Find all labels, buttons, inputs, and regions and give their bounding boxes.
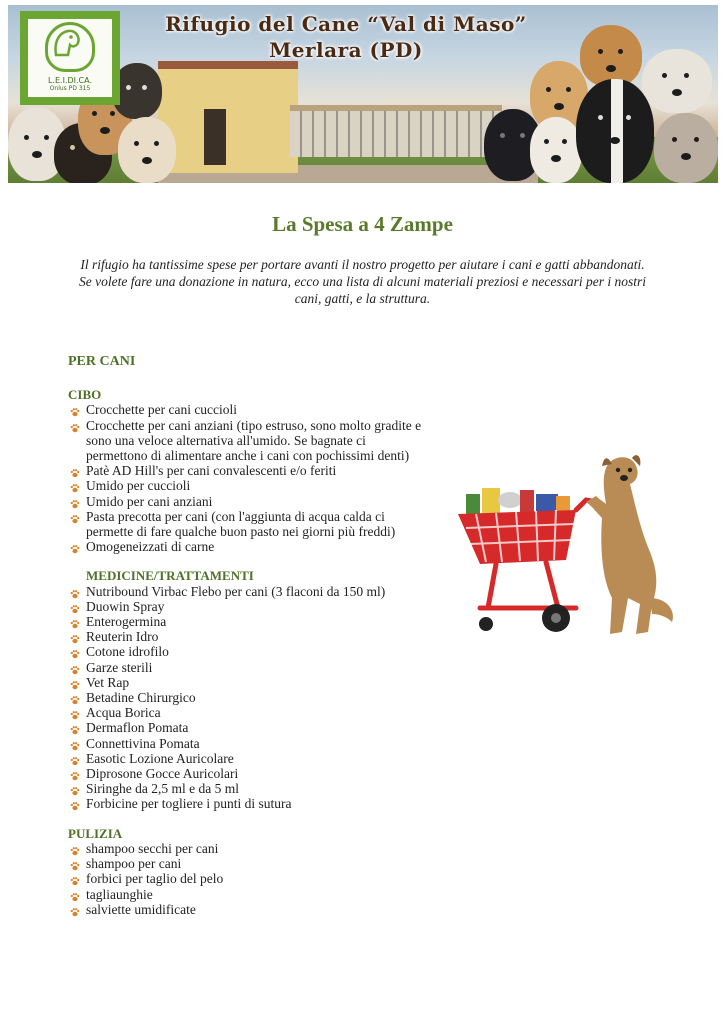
donation-list	[68, 354, 428, 917]
paw-icon	[70, 587, 80, 597]
list-item: Umido per cuccioli	[68, 478, 428, 493]
paw-icon	[70, 799, 80, 809]
dog-photo	[530, 117, 582, 183]
list-item: Enterogermina	[68, 614, 428, 629]
paw-icon	[70, 844, 80, 854]
list-item: forbici per taglio del pelo	[68, 871, 428, 886]
list-cibo	[68, 402, 428, 554]
dog-shopping-cart-illustration	[436, 448, 686, 643]
list-item: Duowin Spray	[68, 599, 428, 614]
paw-icon	[70, 512, 80, 522]
paw-icon	[70, 663, 80, 673]
paw-icon	[70, 754, 80, 764]
list-item: Easotic Lozione Auricolare	[68, 751, 428, 766]
group-title-cibo: CIBO	[68, 387, 102, 403]
list-item: Siringhe da 2,5 ml e da 5 ml	[68, 781, 428, 796]
paw-icon	[70, 723, 80, 733]
banner-title-line1: Rifugio del Cane “Val di Maso”	[165, 12, 527, 36]
logo-name: L.E.I.DI.CA.	[47, 76, 93, 85]
paw-icon	[70, 708, 80, 718]
intro-text: Il rifugio ha tantissime spese per portare avanti il nostro progetto per aiutare i cani e gatti abbandonati. Se volete fare una donazione in natura, ecco una lista di alcuni materiali preziosi e necessari per i nostri cani, gatti, e la struttura.	[78, 257, 647, 306]
banner-kennels	[290, 105, 502, 157]
group-title-medicine: MEDICINE/TRATTAMENTI	[86, 568, 254, 584]
leidica-logo	[20, 11, 120, 105]
banner-title-line2: Merlara (PD)	[269, 38, 423, 62]
list-item: Betadine Chirurgico	[68, 690, 428, 705]
paw-icon	[70, 678, 80, 688]
list-item: Nutribound Virbac Flebo per cani (3 flaconi da 150 ml)	[68, 584, 428, 599]
paw-icon	[70, 497, 80, 507]
paw-icon	[70, 481, 80, 491]
list-item: salviette umidificate	[68, 902, 428, 917]
list-item: Pasta precotta per cani (con l'aggiunta di acqua calda ci permette di fare qualche buon pasto nei giorni più freddi)	[68, 509, 428, 539]
list-item: Diprosone Gocce Auricolari	[68, 766, 428, 781]
dog-photo	[118, 117, 176, 183]
banner-title	[116, 11, 576, 63]
paw-icon	[70, 874, 80, 884]
header-banner	[8, 5, 718, 183]
dog-photo	[654, 113, 718, 183]
paw-icon	[70, 769, 80, 779]
banner-building	[158, 61, 298, 173]
paw-icon	[70, 905, 80, 915]
list-item: Umido per cani anziani	[68, 494, 428, 509]
paw-icon	[70, 405, 80, 415]
list-item: Connettivina Pomata	[68, 736, 428, 751]
paw-icon	[70, 542, 80, 552]
paw-icon	[70, 784, 80, 794]
dog-photo	[580, 25, 642, 87]
list-pulizia	[68, 841, 428, 917]
list-item: Crocchette per cani anziani (tipo estruso, sono molto gradite e sono una veloce alternativa all'umido. Se bagnate ci permettono di alimentare anche i cani con pochissimi denti)	[68, 418, 428, 464]
list-item: Patè AD Hill's per cani convalescenti e/o feriti	[68, 463, 428, 478]
dog-photo	[642, 49, 712, 113]
paw-icon	[70, 647, 80, 657]
paw-icon	[70, 739, 80, 749]
list-item: Crocchette per cani cuccioli	[68, 402, 428, 417]
list-item: Cotone idrofilo	[68, 644, 428, 659]
paw-icon	[70, 466, 80, 476]
list-item: Garze sterili	[68, 660, 428, 675]
list-item: Vet Rap	[68, 675, 428, 690]
logo-subtitle: Onlus PD 315	[49, 85, 91, 92]
list-item: Acqua Borica	[68, 705, 428, 720]
list-item: shampoo per cani	[68, 856, 428, 871]
list-item: Reuterin Idro	[68, 629, 428, 644]
list-item: Omogeneizzati di carne	[68, 539, 428, 554]
list-item: shampoo secchi per cani	[68, 841, 428, 856]
group-title-pulizia: PULIZIA	[68, 825, 123, 841]
paw-icon	[70, 693, 80, 703]
paw-icon	[70, 617, 80, 627]
list-item: tagliaunghie	[68, 887, 428, 902]
list-medicine	[68, 584, 428, 812]
list-item: Dermaflon Pomata	[68, 720, 428, 735]
paw-icon	[70, 602, 80, 612]
section-title: PER CANI	[68, 354, 136, 369]
dog-photo	[576, 79, 654, 183]
paw-icon	[70, 890, 80, 900]
list-item: Forbicine per togliere i punti di sutura	[68, 796, 428, 811]
paw-icon	[70, 632, 80, 642]
paw-icon	[70, 859, 80, 869]
page-title: La Spesa a 4 Zampe	[272, 212, 453, 236]
dog-logo-icon	[45, 22, 95, 72]
paw-icon	[70, 421, 80, 431]
